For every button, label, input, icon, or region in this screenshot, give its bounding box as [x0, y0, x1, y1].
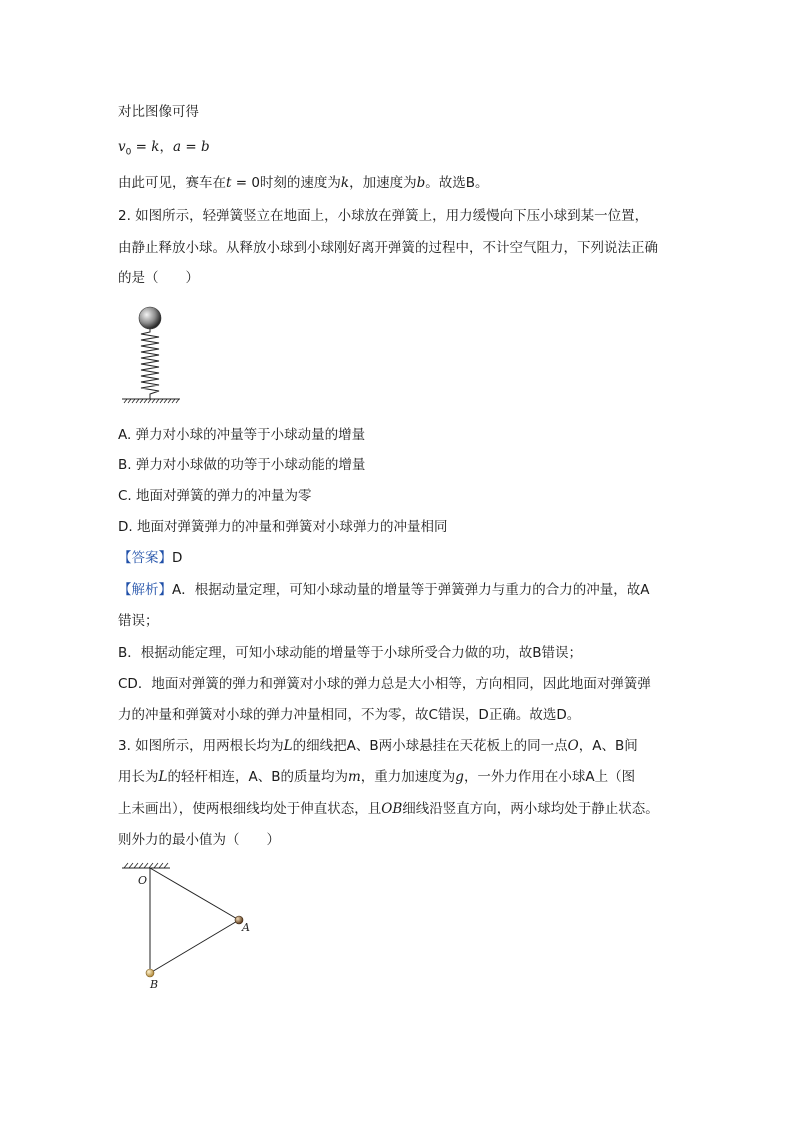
var-L: L [158, 769, 168, 785]
var-OB: OB [381, 801, 403, 817]
rod-AB [150, 920, 239, 973]
text: 细线沿竖直方向，两小球均处于静止状态。 [402, 801, 659, 817]
label-B: B [150, 978, 159, 991]
var-b: b [200, 139, 210, 155]
answer-tag: 【答案】 [118, 550, 172, 566]
text: 用长为 [118, 769, 159, 785]
q2-stem: 由静止释放小球。从释放小球到小球刚好离开弹簧的过程中，不计空气阻力，下列说法正确 [118, 240, 658, 256]
ground-hatch-icon [124, 399, 179, 403]
text: 的细线把A、B两小球悬挂在天花板上的同一点 [292, 738, 568, 754]
q2-stem: 的是（ ） [118, 270, 199, 286]
q2-option-c: C. 地面对弹簧的弹力的冲量为零 [118, 488, 312, 504]
text: 上未画出），使两根细线均处于伸直状态，且 [118, 801, 382, 817]
ceiling-hatch-icon [124, 863, 168, 868]
q3-stem [118, 767, 635, 787]
q3-stem [118, 799, 659, 819]
q2-analysis: B．根据动能定理，可知小球动能的增量等于小球所受合力做的功，故B错误； [118, 645, 583, 661]
var-k: k [151, 139, 160, 155]
label-A: A [242, 921, 250, 934]
text: 3. 如图所示，用两根长均为 [118, 738, 284, 754]
var-O: O [567, 738, 579, 754]
text: 由此可见，赛车在 [118, 175, 226, 191]
q3-stem: 则外力的最小值为（ ） [118, 832, 280, 848]
var-g: g [455, 769, 464, 785]
text: ，一外力作用在小球A上（图 [463, 769, 636, 785]
hanging-balls-figure [118, 862, 268, 992]
answer-value: D [172, 550, 183, 566]
analysis-tag: 【解析】 [118, 582, 172, 598]
var-L: L [283, 738, 293, 754]
q2-analysis: 错误； [118, 613, 159, 629]
subscript: 0 [125, 147, 132, 158]
q2-stem: 2. 如图所示，轻弹簧竖立在地面上，小球放在弹簧上，用力缓慢向下压小球到某一位置， [118, 208, 649, 224]
q2-option-d: D. 地面对弹簧弹力的冲量和弹簧对小球弹力的冲量相同 [118, 519, 448, 535]
equals: = [181, 139, 201, 155]
var-a: a [172, 139, 182, 155]
label-O: O [138, 874, 148, 887]
text: ，加速度为 [349, 175, 417, 191]
ball-b-icon [146, 969, 154, 977]
text: ，A、B间 [578, 738, 638, 754]
ball-icon [139, 307, 161, 329]
var-t: t [226, 175, 232, 191]
var-b: b [416, 175, 426, 191]
var-k: k [340, 175, 350, 191]
analysis-text: A．根据动量定理，可知小球动量的增量等于弹簧弹力与重力的合力的冲量，故A [172, 582, 650, 598]
spring-icon [141, 329, 159, 399]
q2-analysis [118, 580, 649, 600]
text: = 0时刻的速度为 [231, 175, 341, 191]
text: 。故选B。 [425, 175, 489, 191]
text: ，重力加速度为 [360, 769, 456, 785]
text: 的轻杆相连，A、B的质量均为 [167, 769, 348, 785]
var-m: m [347, 769, 361, 785]
q3-stem [118, 736, 638, 756]
text-line: 对比图像可得 [118, 104, 199, 120]
comma: ， [159, 139, 173, 155]
q2-analysis: 力的冲量和弹簧对小球的弹力冲量相同，不为零，故C错误，D正确。故选D。 [118, 707, 581, 723]
equation-line [118, 137, 210, 163]
q2-answer [118, 548, 182, 568]
conclusion-line [118, 173, 489, 193]
q2-option-b: B. 弹力对小球做的功等于小球动能的增量 [118, 457, 366, 473]
q2-analysis: CD．地面对弹簧的弹力和弹簧对小球的弹力总是大小相等，方向相同，因此地面对弹簧弹 [118, 676, 651, 692]
q2-option-a: A. 弹力对小球的冲量等于小球动量的增量 [118, 427, 366, 443]
spring-ball-figure [118, 305, 188, 405]
var-v: v [118, 139, 126, 155]
string-OA [150, 868, 239, 920]
equals: = [131, 139, 152, 155]
